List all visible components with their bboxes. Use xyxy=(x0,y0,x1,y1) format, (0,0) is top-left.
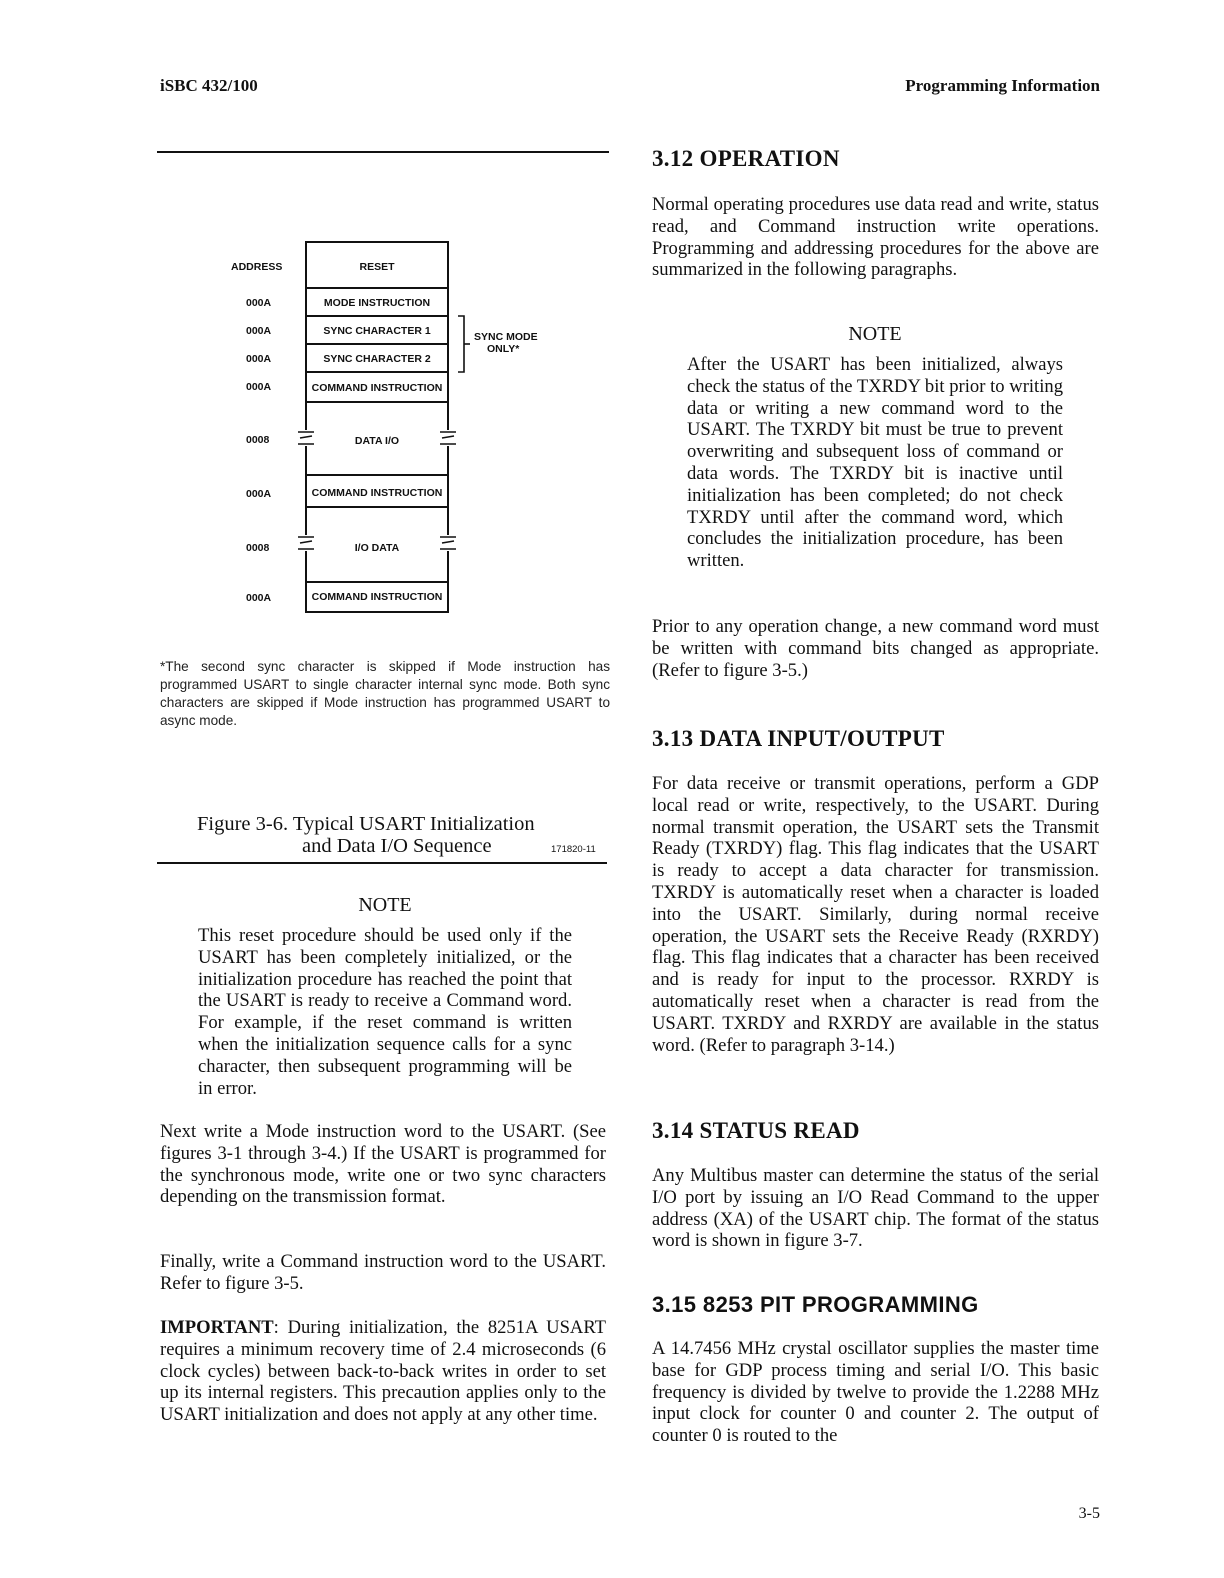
box-label-data-io: DATA I/O xyxy=(354,435,400,447)
box-label-sync2: SYNC CHARACTER 2 xyxy=(323,353,431,365)
right-note-title: NOTE xyxy=(848,323,902,345)
paragraph-command-instruction: Finally, write a Command instruction word to the USART. Refer to figure 3-5. xyxy=(160,1251,606,1294)
figure-id: 171820-11 xyxy=(551,844,596,855)
address-8: 000A xyxy=(246,592,272,604)
figure-top-rule xyxy=(157,151,609,153)
section-3-13-text: For data receive or transmit operations, perform a GDP local read or write, respectively, to the USART. During normal transmit operation, the USART sets the Transmit Ready (TXRDY) flag. This flag indicates that the USART is ready to accept a data character for transmission. TXRDY is automatically reset when a character is loaded into the USART. Similarly, during normal receive operation, the USART sets the Receive Ready (RXRDY) flag. This flag indicates that a character has been received and is ready for input to the processor. RXRDY is automatically reset when a character is read from the USART. TXRDY and RXRDY are available in the status word. (Refer to paragraph 3-14.) xyxy=(652,773,1099,1056)
left-note-title: NOTE xyxy=(358,894,412,916)
box-label-reset: RESET xyxy=(359,261,395,273)
diagram-svg xyxy=(160,230,610,630)
left-note-text: This reset procedure should be used only if the USART has been completely initialized, or the initialization procedure has reached the point that the USART is ready to receive a Command word. For example, if the reset command is written when the initialization sequence calls for a sync character, then subsequent programming will be in error. xyxy=(198,925,572,1099)
running-header-right: Programming Information xyxy=(905,76,1100,95)
figure-footnote: *The second sync character is skipped if Mode instruction has programmed USART to single character internal sync mode. Both sync characters are skipped if Mode instruction has programmed USART to async mode. xyxy=(160,659,610,728)
figure-caption-line2: and Data I/O Sequence xyxy=(302,835,492,857)
paragraph-mode-instruction: Next write a Mode instruction word to the USART. (See figures 3-1 through 3-4.) If the USART is programmed for the synchronous mode, write one or two sync characters depending on the transmission format. xyxy=(160,1121,606,1208)
important-text: : During initialization, the 8251A USART requires a minimum recovery time of 2.4 microseconds (6 clock cycles) between back-to-back writes in order to set up its internal registers. This precaution applies only to the USART initialization and does not apply at any other time. xyxy=(160,1317,606,1426)
address-3: 000A xyxy=(246,353,272,365)
section-3-12-title: 3.12 OPERATION xyxy=(652,146,840,171)
box-label-cmd3: COMMAND INSTRUCTION xyxy=(311,591,443,603)
address-1: 000A xyxy=(246,297,272,309)
page-number: 3-5 xyxy=(1078,1505,1100,1522)
section-3-12-intro: Normal operating procedures use data read and write, status read, and Command instruction write operations. Programming and addressing procedures for the above are summarized in the following paragraphs. xyxy=(652,194,1099,281)
important-label: IMPORTANT xyxy=(160,1317,274,1338)
section-3-15-text: A 14.7456 MHz crystal oscillator supplies the master time base for GDP process timing and serial I/O. This basic frequency is divided by twelve to provide the 1.2288 MHz input clock for counter 0 and counter 2. The output of counter 0 is routed to the xyxy=(652,1338,1099,1447)
section-3-13-title: 3.13 DATA INPUT/OUTPUT xyxy=(652,726,945,751)
box-label-sync1: SYNC CHARACTER 1 xyxy=(323,325,431,337)
address-2: 000A xyxy=(246,325,272,337)
paragraph-important xyxy=(160,1317,606,1426)
address-6: 000A xyxy=(246,488,272,500)
address-header: ADDRESS xyxy=(231,261,283,273)
sync-mode-note-line2: ONLY* xyxy=(487,343,520,355)
figure-caption-line1: Figure 3-6. Typical USART Initialization xyxy=(197,813,535,835)
section-3-14-text: Any Multibus master can determine the status of the serial I/O port by issuing an I/O Read Command to the upper address (XA) of the USART chip. The format of the status word is shown in figure 3-7. xyxy=(652,1165,1099,1252)
running-header-left: iSBC 432/100 xyxy=(160,76,258,95)
figure-bottom-rule xyxy=(157,862,607,864)
section-3-15-title: 3.15 8253 PIT PROGRAMMING xyxy=(652,1292,979,1317)
section-3-12-operation-change: Prior to any operation change, a new command word must be written with command bits changed as appropriate. (Refer to figure 3-5.) xyxy=(652,616,1099,681)
box-label-cmd2: COMMAND INSTRUCTION xyxy=(311,487,443,499)
address-7: 0008 xyxy=(246,542,270,554)
section-3-14-title: 3.14 STATUS READ xyxy=(652,1118,860,1143)
right-note-text: After the USART has been initialized, always check the status of the TXRDY bit prior to writing data or writing a new command word to the USART. The TXRDY bit must be true to prevent overwriting and subsequent loss of command or data words. The TXRDY bit is inactive until initialization has been completed; do not check TXRDY until after the command word, which concludes the initialization procedure, has been written. xyxy=(687,354,1063,572)
box-label-cmd1: COMMAND INSTRUCTION xyxy=(311,382,443,394)
usart-init-diagram xyxy=(160,230,610,630)
box-label-mode: MODE INSTRUCTION xyxy=(323,297,431,309)
address-4: 000A xyxy=(246,381,272,393)
sync-mode-note-line1: SYNC MODE xyxy=(474,331,538,343)
address-5: 0008 xyxy=(246,434,270,446)
box-label-io-data: I/O DATA xyxy=(354,542,400,554)
